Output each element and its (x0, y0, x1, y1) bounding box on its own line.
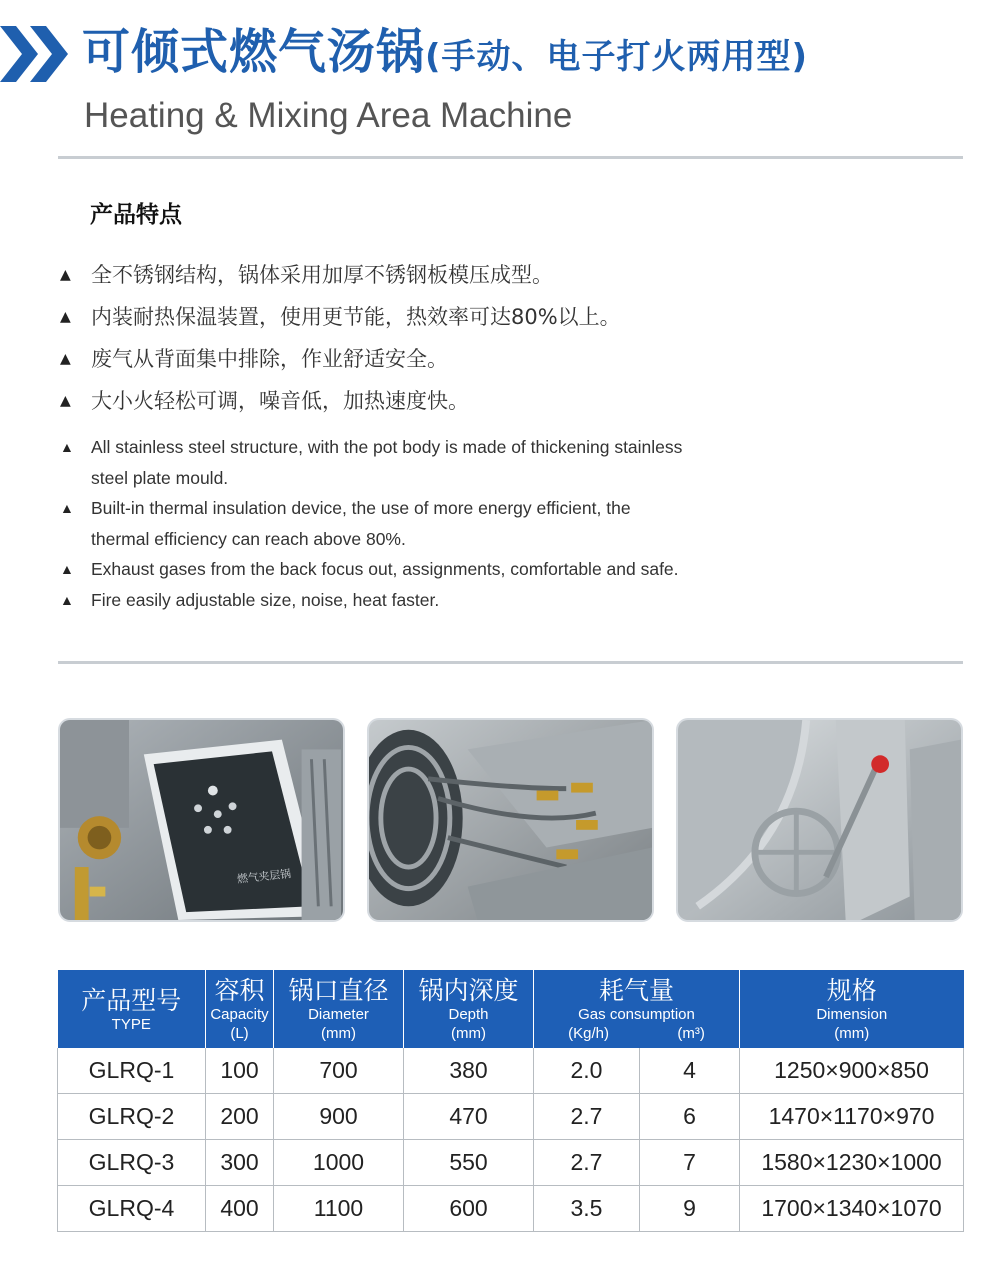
table-cell: GLRQ-1 (58, 1048, 206, 1094)
table-cell: 400 (206, 1186, 274, 1232)
table-cell: GLRQ-4 (58, 1186, 206, 1232)
list-item: ▲ 废气从背面集中排除，作业舒适安全。 (60, 338, 621, 380)
table-cell: 470 (404, 1094, 534, 1140)
table-cell: 1700×1340×1070 (740, 1186, 964, 1232)
gas-burner-photo (367, 718, 654, 922)
panel-label: 燃气夹层锅 (236, 867, 292, 886)
triangle-bullet-icon: ▲ (60, 500, 74, 516)
control-panel-photo (58, 718, 345, 922)
table-cell: 300 (206, 1140, 274, 1186)
list-item: ▲ 大小火轻松可调，噪音低，加热速度快。 (60, 380, 621, 422)
list-item: ▲ 内装耐热保温装置，使用更节能，热效率可达80%以上。 (60, 296, 621, 338)
tilt-wheel-photo (676, 718, 963, 922)
col-header-depth: 锅内深度 Depth (mm) (404, 970, 534, 1048)
table-cell: 100 (206, 1048, 274, 1094)
table-cell: 1100 (274, 1186, 404, 1232)
title-paren: (手动、电子打火两用型) (425, 37, 809, 77)
features-cn-list (60, 254, 621, 422)
list-item: ▲ Built-in thermal insulation device, the use of more energy efficient, the thermal efficiency can reach above 80%. (60, 493, 691, 554)
col-header-dimension: 规格 Dimension (mm) (740, 970, 964, 1048)
table-cell: 600 (404, 1186, 534, 1232)
page-title (82, 18, 808, 91)
table-cell: 900 (274, 1094, 404, 1140)
table-cell: GLRQ-2 (58, 1094, 206, 1140)
features-en-list (60, 432, 780, 615)
list-item: ▲ All stainless steel structure, with the pot body is made of thickening stainless steel plate mould. (60, 432, 691, 493)
table-row (58, 1140, 964, 1186)
divider (58, 661, 963, 664)
page-subtitle: Heating & Mixing Area Machine (84, 96, 573, 135)
col-header-gas: 耗气量 Gas consumption (Kg/h) (m³) (534, 970, 740, 1048)
triangle-bullet-icon: ▲ (60, 439, 74, 455)
triangle-bullet-icon: ▲ (60, 267, 71, 283)
table-cell: 2.7 (534, 1094, 640, 1140)
col-header-diameter: 锅口直径 Diameter (mm) (274, 970, 404, 1048)
table-cell: 1000 (274, 1140, 404, 1186)
triangle-bullet-icon: ▲ (60, 561, 74, 577)
list-item: ▲ 全不锈钢结构，锅体采用加厚不锈钢板模压成型。 (60, 254, 621, 296)
table-cell: 2.0 (534, 1048, 640, 1094)
table-cell: 1580×1230×1000 (740, 1140, 964, 1186)
features-heading: 产品特点 (90, 202, 182, 228)
table-cell: 9 (640, 1186, 740, 1232)
spec-table (57, 970, 964, 1232)
col-header-capacity: 容积 Capacity (L) (206, 970, 274, 1048)
list-item: ▲ Exhaust gases from the back focus out, assignments, comfortable and safe. (60, 554, 780, 585)
table-cell: GLRQ-3 (58, 1140, 206, 1186)
triangle-bullet-icon: ▲ (60, 351, 71, 367)
title-main: 可倾式燃气汤锅 (82, 24, 426, 80)
table-cell: 2.7 (534, 1140, 640, 1186)
triangle-bullet-icon: ▲ (60, 591, 74, 608)
table-cell: 1250×900×850 (740, 1048, 964, 1094)
divider (58, 156, 963, 159)
table-cell: 700 (274, 1048, 404, 1094)
table-cell: 6 (640, 1094, 740, 1140)
table-cell: 4 (640, 1048, 740, 1094)
table-cell: 380 (404, 1048, 534, 1094)
table-row (58, 1186, 964, 1232)
list-item: ▲ Fire easily adjustable size, noise, heat faster. (60, 585, 780, 616)
table-cell: 1470×1170×970 (740, 1094, 964, 1140)
table-cell: 550 (404, 1140, 534, 1186)
col-header-type: 产品型号 TYPE (58, 970, 206, 1048)
table-row (58, 1094, 964, 1140)
double-chevron-icon (0, 24, 72, 84)
table-cell: 200 (206, 1094, 274, 1140)
table-cell: 3.5 (534, 1186, 640, 1232)
table-cell: 7 (640, 1140, 740, 1186)
product-photos (58, 718, 963, 922)
triangle-bullet-icon: ▲ (60, 393, 71, 409)
table-header-row (58, 970, 964, 1048)
triangle-bullet-icon: ▲ (60, 309, 71, 325)
table-row (58, 1048, 964, 1094)
